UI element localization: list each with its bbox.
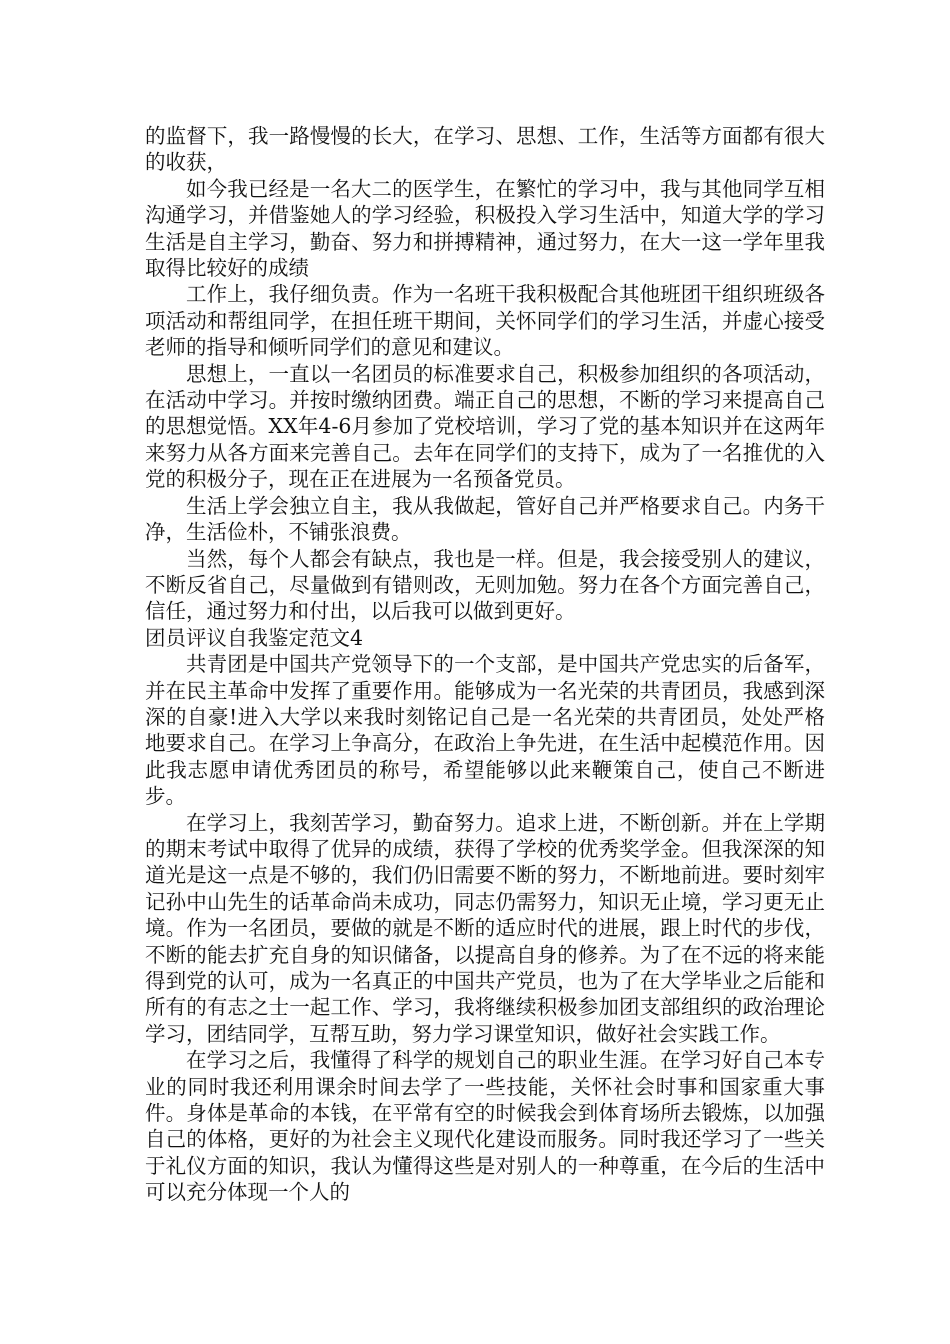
paragraph-work: 工作上，我仔细负责。作为一名班干我积极配合其他班团干组织班级各项活动和帮组同学，在担任班干期间，关怀同学们的学习生活，并虚心接受老师的指导和倾听同学们的意见和建议。 [145, 282, 825, 360]
paragraph-thought: 思想上，一直以一名团员的标准要求自己，积极参加组织的各项活动，在活动中学习。并按时缴纳团费。端正自己的思想，不断的学习来提高自己的思想觉悟。XX年4-6月参加了党校培训，学习了党的基本知识并在这两年来努力从各方面来完善自己。去年在同学们的支持下，成为了一名推优的入党的积极分子，现在正在进展为一名预备党员。 [145, 361, 825, 492]
section-heading: 团员评议自我鉴定范文4 [145, 625, 364, 650]
paragraph-second-year-study: 如今我已经是一名大二的医学生，在繁忙的学习中，我与其他同学互相沟通学习，并借鉴她人的学习经验，积极投入学习生活中，知道大学的学习生活是自主学习，勤奋、努力和拼搏精神，通过努力，在大一这一学年里我取得比较好的成绩 [145, 176, 825, 281]
paragraph-career-planning: 在学习之后，我懂得了科学的规划自己的职业生涯。在学习好自己本专业的同时我还利用课余时间去学了一些技能，关怀社会时事和国家重大事件。身体是革命的本钱，在平常有空的时候我会到体育场所去锻炼，以加强自己的体格，更好的为社会主义现代化建设而服务。同时我还学习了一些关于礼仪方面的知识，我认为懂得这些是对别人的一种尊重，在今后的生活中可以充分体现一个人的 [145, 1048, 825, 1205]
paragraph-youth-league: 共青团是中国共产党领导下的一个支部，是中国共产党忠实的后备军，并在民主革命中发挥了重要作用。能够成为一名光荣的共青团员，我感到深深的自豪!进入大学以来我时刻铭记自己是一名光荣的共青团员，处处严格地要求自己。在学习上争高分，在政治上争先进，在生活中起模范作用。因此我志愿申请优秀团员的称号，希望能够以此来鞭策自己，使自己不断进步。 [145, 652, 825, 809]
paragraph-life: 生活上学会独立自主，我从我做起，管好自己并严格要求自己。内务干净，生活俭朴，不铺张浪费。 [145, 493, 825, 545]
paragraph-shortcomings: 当然，每个人都会有缺点，我也是一样。但是，我会接受别人的建议，不断反省自己，尽量做到有错则改，无则加勉。努力在各个方面完善自己，信任，通过努力和付出，以后我可以做到更好。 [145, 546, 825, 624]
paragraph-study-effort: 在学习上，我刻苦学习，勤奋努力。追求上进，不断创新。并在上学期的期末考试中取得了优异的成绩，获得了学校的优秀奖学金。但我深深的知道光是这一点是不够的，我们仍旧需要不断的努力，不断地前进。要时刻牢记孙中山先生的话革命尚未成功，同志仍需努力，知识无止境，学习更无止境。作为一名团员，要做的就是不断的适应时代的进展，跟上时代的步伐，不断的能去扩充自身的知识储备，以提高自身的修养。为了在不远的将来能得到党的认可，成为一名真正的中国共产党员，也为了在大学毕业之后能和所有的有志之士一起工作、学习，我将继续积极参加团支部组织的政治理论学习，团结同学，互帮互助，努力学习课堂知识，做好社会实践工作。 [145, 810, 825, 1046]
paragraph-continuation: 的监督下，我一路慢慢的长大，在学习、思想、工作，生活等方面都有很大的收获， [145, 124, 825, 175]
document-body [145, 123, 825, 1206]
